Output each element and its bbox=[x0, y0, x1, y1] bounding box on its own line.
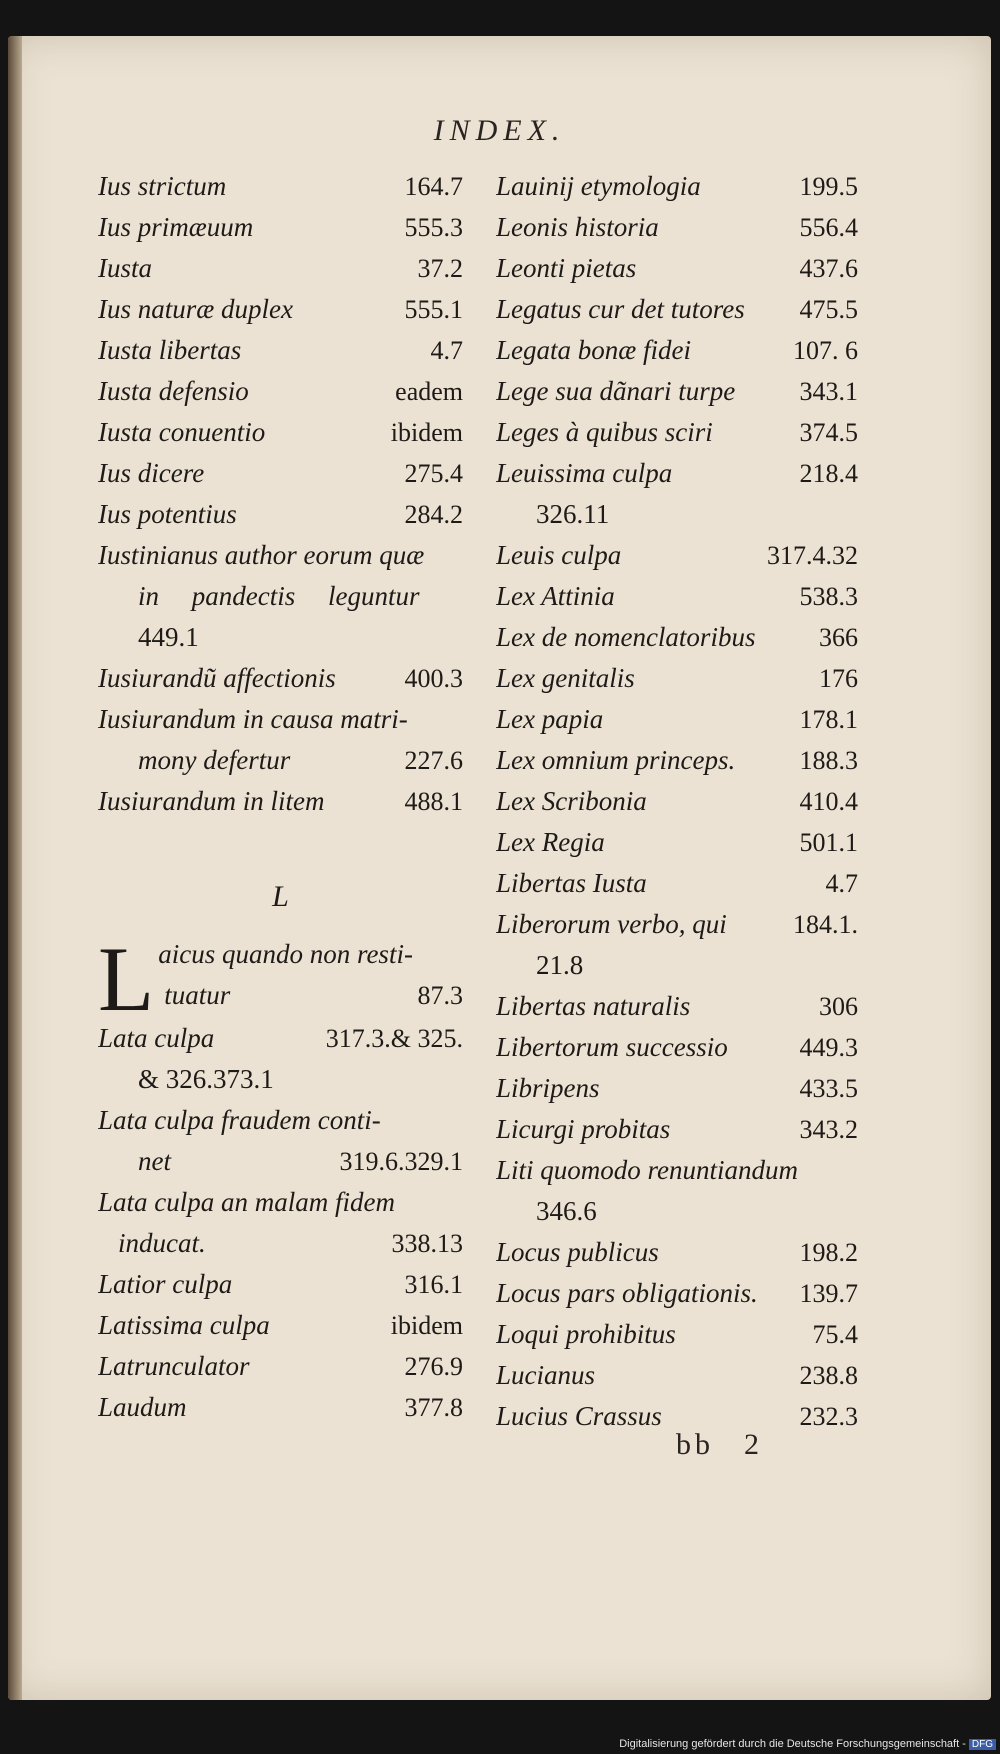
entry-ref: 410.4 bbox=[799, 787, 858, 816]
entry-ref: 377.8 bbox=[404, 1393, 463, 1422]
entry-ref: 184.1. bbox=[793, 910, 858, 939]
entry-term: Loqui prohibitus bbox=[496, 1319, 676, 1349]
entry-ref: 366 bbox=[819, 623, 858, 652]
index-entry bbox=[496, 330, 858, 371]
entry-term: Iusta conuentio bbox=[98, 417, 266, 447]
entry-term: Iusta defensio bbox=[98, 376, 249, 406]
entry-ref: 475.5 bbox=[799, 295, 858, 324]
entry-term: Lege sua dãnari turpe bbox=[496, 376, 736, 406]
index-entry bbox=[496, 535, 858, 576]
entry-term: Libertas Iusta bbox=[496, 868, 647, 898]
entry-ref: 87.3 bbox=[417, 981, 463, 1010]
entry-ref: ibidem bbox=[390, 418, 463, 447]
entry-term: Lata culpa an malam fidem bbox=[98, 1187, 395, 1217]
index-entry bbox=[496, 617, 858, 658]
entry-ref: 107. 6 bbox=[793, 336, 858, 365]
index-entry bbox=[496, 699, 858, 740]
entry-ref: 501.1 bbox=[799, 828, 858, 857]
index-entry bbox=[98, 1100, 463, 1141]
entry-ref: 555.3 bbox=[404, 213, 463, 242]
index-entry bbox=[496, 822, 858, 863]
section-letter: L bbox=[272, 880, 289, 913]
index-entry bbox=[98, 330, 463, 371]
index-entry bbox=[496, 1273, 858, 1314]
entry-ref: 449.1 bbox=[138, 622, 199, 652]
index-entry bbox=[496, 904, 858, 945]
index-entry bbox=[496, 986, 858, 1027]
index-entry bbox=[98, 1305, 463, 1346]
entry-term: Libertorum successio bbox=[496, 1032, 728, 1062]
signature-letters: bb bbox=[676, 1428, 714, 1461]
entry-term: aicus quando non resti- bbox=[158, 939, 413, 969]
entry-term: Libripens bbox=[496, 1073, 600, 1103]
index-entry bbox=[496, 412, 858, 453]
entry-term: Lucius Crassus bbox=[496, 1401, 662, 1431]
entry-ref: 338.13 bbox=[391, 1229, 463, 1258]
index-entry bbox=[98, 289, 463, 330]
entry-ref: 75.4 bbox=[812, 1320, 858, 1349]
entry-ref: 319.6.329.1 bbox=[339, 1147, 463, 1176]
entry-term: Ius potentius bbox=[98, 499, 237, 529]
book-page bbox=[8, 36, 991, 1700]
entry-term: Liti quomodo renuntiandum bbox=[496, 1155, 799, 1185]
entry-ref: eadem bbox=[395, 377, 463, 406]
index-entry bbox=[98, 1018, 463, 1059]
index-entry bbox=[496, 1150, 858, 1191]
index-entry-continuation bbox=[158, 975, 463, 1016]
entry-term: Lex Scribonia bbox=[496, 786, 647, 816]
dropcap-letter: L bbox=[98, 928, 155, 1030]
index-entry bbox=[98, 1182, 463, 1223]
entry-ref: 400.3 bbox=[404, 664, 463, 693]
index-entry bbox=[98, 1387, 463, 1428]
index-entry bbox=[496, 1109, 858, 1150]
entry-ref: 317.3.& 325. bbox=[325, 1024, 463, 1053]
entry-ref: 199.5 bbox=[799, 172, 858, 201]
right-column bbox=[496, 166, 858, 1437]
entry-ref: 275.4 bbox=[404, 459, 463, 488]
index-entry bbox=[496, 289, 858, 330]
index-entry bbox=[496, 453, 858, 494]
index-entry bbox=[98, 248, 463, 289]
index-entry bbox=[496, 1232, 858, 1273]
index-entry bbox=[496, 1314, 858, 1355]
index-entry bbox=[496, 371, 858, 412]
entry-ref: 178.1 bbox=[799, 705, 858, 734]
entry-ref: 488.1 bbox=[404, 787, 463, 816]
entry-term: Lex papia bbox=[496, 704, 604, 734]
entry-term: Lex Regia bbox=[496, 827, 605, 857]
index-entry bbox=[496, 1027, 858, 1068]
entry-ref: 343.2 bbox=[799, 1115, 858, 1144]
entry-term: Legata bonæ fidei bbox=[496, 335, 691, 365]
page-spine-shadow bbox=[8, 36, 22, 1700]
entry-term: Ius strictum bbox=[98, 171, 227, 201]
entry-ref: 555.1 bbox=[404, 295, 463, 324]
index-entry bbox=[158, 934, 463, 975]
index-entry-continuation bbox=[98, 740, 463, 781]
entry-term: Leuissima culpa bbox=[496, 458, 673, 488]
index-entry bbox=[98, 412, 463, 453]
entry-term: Iusiurandum in litem bbox=[98, 786, 325, 816]
entry-ref: 437.6 bbox=[799, 254, 858, 283]
entry-term: Latior culpa bbox=[98, 1269, 233, 1299]
index-entry bbox=[98, 1346, 463, 1387]
index-entry bbox=[496, 248, 858, 289]
index-entry-continuation bbox=[98, 1141, 463, 1182]
index-entry bbox=[98, 207, 463, 248]
entry-ref: ibidem bbox=[390, 1311, 463, 1340]
signature-mark bbox=[676, 1428, 763, 1462]
entry-term: Latrunculator bbox=[98, 1351, 250, 1381]
dfg-logo: DFG bbox=[969, 1739, 996, 1750]
entry-term: Lex Attinia bbox=[496, 581, 615, 611]
index-entry bbox=[98, 1264, 463, 1305]
index-entry bbox=[98, 494, 463, 535]
index-entry bbox=[98, 371, 463, 412]
entry-ref: 218.4 bbox=[799, 459, 858, 488]
entry-continuation: in pandectis leguntur bbox=[138, 581, 420, 611]
dropcap-text bbox=[158, 934, 463, 1016]
entry-term: Lex genitalis bbox=[496, 663, 635, 693]
entry-ref: 556.4 bbox=[799, 213, 858, 242]
entry-term: Iustinianus author eorum quæ bbox=[98, 540, 425, 570]
index-entry bbox=[98, 781, 463, 822]
index-entry bbox=[496, 781, 858, 822]
index-entry bbox=[496, 1355, 858, 1396]
dropcap-entry bbox=[98, 928, 463, 1030]
entry-term: tuatur bbox=[164, 980, 231, 1010]
entry-term: Leonis historia bbox=[496, 212, 659, 242]
index-entry-continuation bbox=[98, 1223, 463, 1264]
entry-term: Leges à quibus sciri bbox=[496, 417, 713, 447]
index-entry bbox=[98, 166, 463, 207]
entry-term: Iusiurandũ affectionis bbox=[98, 663, 336, 693]
index-entry bbox=[496, 166, 858, 207]
index-entry bbox=[496, 576, 858, 617]
entry-term: Ius naturæ duplex bbox=[98, 294, 293, 324]
entry-term: Ius primæuum bbox=[98, 212, 254, 242]
entry-ref: 37.2 bbox=[417, 254, 463, 283]
entry-term: net bbox=[138, 1146, 171, 1176]
entry-ref: 4.7 bbox=[825, 869, 858, 898]
entry-continuation: 346.6 bbox=[536, 1196, 597, 1226]
index-entry bbox=[496, 740, 858, 781]
entry-ref: 317.4.32 bbox=[767, 541, 858, 570]
entry-term: Legatus cur det tutores bbox=[496, 294, 745, 324]
entry-continuation: & 326.373.1 bbox=[138, 1064, 274, 1094]
entry-term: Lex de nomenclatoribus bbox=[496, 622, 756, 652]
index-entry bbox=[496, 207, 858, 248]
entry-ref: 284.2 bbox=[404, 500, 463, 529]
entry-term: Lata culpa fraudem conti- bbox=[98, 1105, 381, 1135]
entry-term: Lata culpa bbox=[98, 1023, 215, 1053]
entry-ref: 316.1 bbox=[404, 1270, 463, 1299]
entry-continuation: 326.11 bbox=[536, 499, 610, 529]
entry-term: Libertas naturalis bbox=[496, 991, 691, 1021]
entry-ref: 4.7 bbox=[430, 336, 463, 365]
entry-ref: 164.7 bbox=[404, 172, 463, 201]
entry-term: mony defertur bbox=[138, 745, 291, 775]
signature-number: 2 bbox=[744, 1428, 763, 1461]
entry-term: Licurgi probitas bbox=[496, 1114, 671, 1144]
credit-text: Digitalisierung gefördert durch die Deutsche Forschungsgemeinschaft - bbox=[619, 1738, 966, 1750]
entry-ref: 176 bbox=[819, 664, 858, 693]
index-entry bbox=[98, 453, 463, 494]
entry-term: Leonti pietas bbox=[496, 253, 637, 283]
entry-term: Lex omnium princeps. bbox=[496, 745, 736, 775]
entry-term: Locus pars obligationis. bbox=[496, 1278, 758, 1308]
index-entry bbox=[98, 699, 463, 740]
entry-continuation: 21.8 bbox=[536, 950, 584, 980]
entry-ref: 198.2 bbox=[799, 1238, 858, 1267]
entry-term: Latissima culpa bbox=[98, 1310, 270, 1340]
digitization-credit bbox=[619, 1738, 996, 1750]
page-header: INDEX. bbox=[433, 114, 566, 147]
entry-ref: 433.5 bbox=[799, 1074, 858, 1103]
entry-term: Iusiurandum in causa matri- bbox=[98, 704, 408, 734]
entry-ref: 343.1 bbox=[799, 377, 858, 406]
entry-term: Laudum bbox=[98, 1392, 187, 1422]
entry-term: Lauinij etymologia bbox=[496, 171, 701, 201]
index-entry bbox=[496, 863, 858, 904]
entry-ref: 139.7 bbox=[799, 1279, 858, 1308]
entry-ref: 374.5 bbox=[799, 418, 858, 447]
entry-ref: 449.3 bbox=[799, 1033, 858, 1062]
entry-ref: 188.3 bbox=[799, 746, 858, 775]
index-entry bbox=[496, 1068, 858, 1109]
entry-term: Iusta libertas bbox=[98, 335, 242, 365]
entry-ref: 276.9 bbox=[404, 1352, 463, 1381]
index-entry bbox=[98, 535, 463, 576]
entry-ref: 306 bbox=[819, 992, 858, 1021]
entry-term: Leuis culpa bbox=[496, 540, 622, 570]
entry-term: inducat. bbox=[118, 1228, 206, 1258]
entry-term: Ius dicere bbox=[98, 458, 205, 488]
entry-ref: 238.8 bbox=[799, 1361, 858, 1390]
index-entry bbox=[98, 658, 463, 699]
entry-ref: 227.6 bbox=[404, 746, 463, 775]
entry-term: Iusta bbox=[98, 253, 152, 283]
entry-term: Locus publicus bbox=[496, 1237, 659, 1267]
entry-ref: 538.3 bbox=[799, 582, 858, 611]
entry-term: Liberorum verbo, qui bbox=[496, 909, 727, 939]
left-column bbox=[98, 166, 463, 1428]
index-entry bbox=[496, 658, 858, 699]
entry-term: Lucianus bbox=[496, 1360, 596, 1390]
entry-ref: 232.3 bbox=[799, 1402, 858, 1431]
